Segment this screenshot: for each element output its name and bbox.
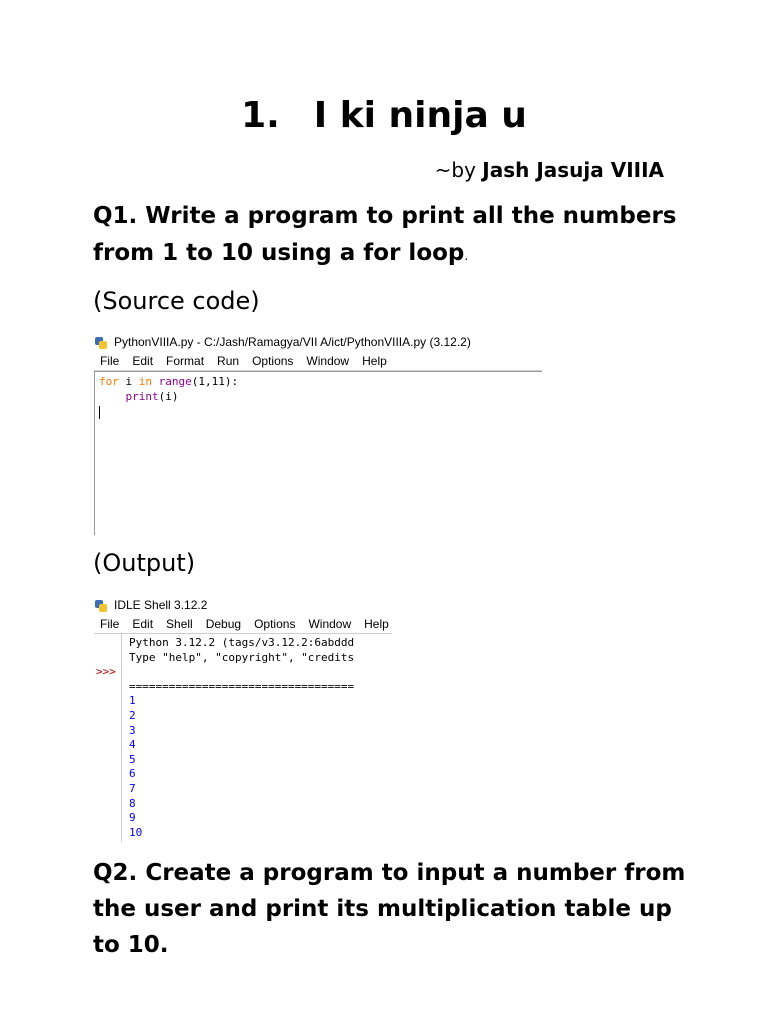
source-code-caption: (Source code) — [93, 287, 260, 315]
shell-menu-shell: Shell — [166, 617, 193, 631]
title-text: I ki ninja u — [313, 95, 527, 136]
editor-menu-options: Options — [252, 354, 294, 368]
code-line-3 — [99, 404, 542, 419]
code-line-1 — [99, 374, 542, 389]
shell-output-text — [122, 634, 392, 842]
code-var: i — [118, 375, 139, 388]
shell-banner-line-2: Type "help", "copyright", "credits — [129, 650, 355, 664]
shell-prompt: >>> — [96, 665, 116, 679]
shell-menu-file: File — [100, 617, 120, 631]
shell-menu-window: Window — [308, 617, 352, 631]
idle-editor-screenshot — [94, 331, 542, 535]
byline-prefix: ~by — [434, 158, 483, 182]
editor-menu-format: Format — [166, 354, 205, 368]
shell-output-line: 5 — [129, 752, 136, 766]
editor-menu-run: Run — [217, 354, 240, 368]
text-caret — [99, 406, 100, 419]
question-2-label: Q2. — [93, 860, 138, 886]
shell-output-line: 7 — [129, 781, 136, 795]
editor-code-area — [94, 371, 542, 535]
shell-menu-options: Options — [254, 617, 296, 631]
shell-banner-line-1: Python 3.12.2 (tags/v3.12.2:6abddd — [129, 636, 355, 649]
shell-output-line: 1 — [129, 694, 136, 708]
shell-output-line: 8 — [129, 796, 136, 810]
shell-body — [94, 634, 392, 842]
code-line-2 — [99, 389, 542, 404]
shell-restart-separator: ================================== — [129, 679, 355, 693]
python-shell-icon — [94, 598, 108, 612]
shell-menu-edit: Edit — [132, 617, 154, 631]
question-2-text: Create a program to input a number from the user and print its multiplication table up to 10. — [93, 860, 686, 958]
editor-menu-file: File — [100, 354, 120, 368]
code-builtin-print: print — [125, 390, 159, 403]
code-keyword-in: in — [138, 375, 152, 388]
byline — [435, 156, 664, 184]
editor-menu-edit: Edit — [132, 354, 154, 368]
byline-author: Jash Jasuja VIIIA — [482, 158, 664, 182]
code-range-args: (1,11): — [191, 375, 239, 388]
title-number: 1. — [241, 95, 280, 136]
code-indent — [99, 390, 126, 403]
editor-title: PythonVIIIA.py - C:/Jash/Ramagya/VII A/ict/PythonVIIIA.py (3.12.2) — [114, 334, 471, 349]
shell-output-line: 6 — [129, 767, 136, 781]
shell-output-line: 4 — [129, 738, 136, 752]
shell-prompt-gutter — [94, 634, 122, 842]
shell-output-line: 3 — [129, 723, 136, 737]
page-title — [0, 92, 768, 140]
output-caption: (Output) — [93, 549, 196, 577]
idle-shell-screenshot — [94, 594, 392, 842]
question-2 — [93, 855, 693, 963]
shell-output-line: 9 — [129, 811, 136, 825]
shell-title: IDLE Shell 3.12.2 — [114, 597, 208, 612]
code-builtin-range: range — [152, 375, 192, 388]
shell-menu-debug: Debug — [205, 617, 242, 631]
shell-titlebar — [94, 594, 392, 615]
shell-menubar — [94, 615, 392, 634]
question-1 — [93, 198, 693, 275]
python-file-icon — [94, 335, 108, 349]
code-keyword-for: for — [99, 375, 119, 388]
editor-menubar — [94, 352, 542, 371]
question-1-trailing-dot: . — [464, 249, 469, 263]
shell-menu-help: Help — [364, 617, 389, 631]
shell-output-line: 10 — [129, 825, 143, 839]
code-print-args: (i) — [158, 390, 179, 403]
editor-menu-help: Help — [362, 354, 387, 368]
editor-titlebar — [94, 331, 542, 352]
shell-output-line: 2 — [129, 708, 136, 722]
editor-menu-window: Window — [306, 354, 350, 368]
question-1-text: Q1. Write a program to print all the numbers from 1 to 10 using a for loop — [93, 203, 677, 266]
